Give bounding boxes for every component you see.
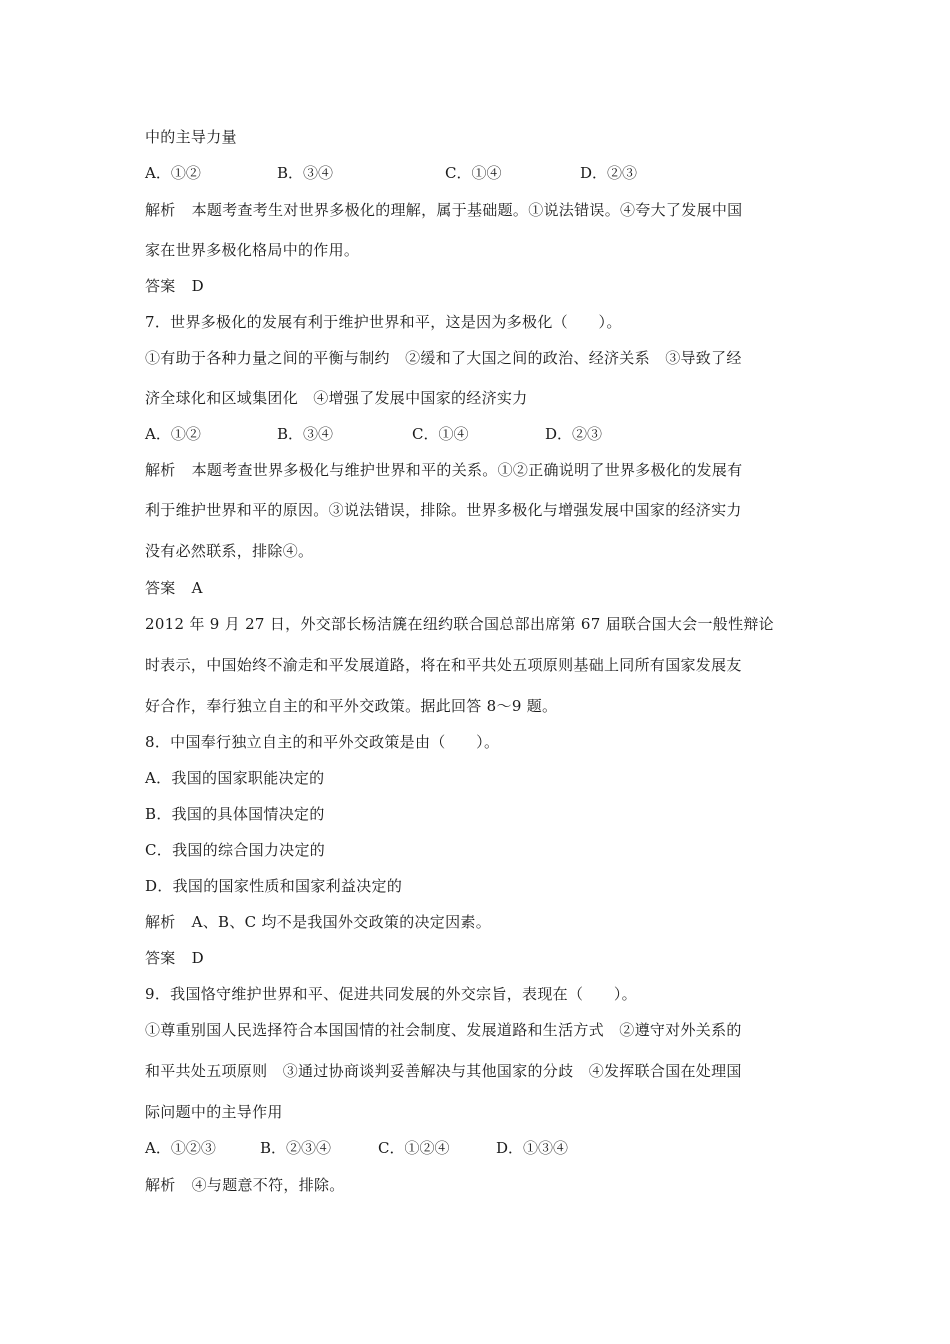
context-line-1: 2012 年 9 月 27 日，外交部长杨洁篪在纽约联合国总部出席第 67 届联合国大会一般性辩论	[145, 615, 774, 633]
option-b: B．②③④	[260, 1139, 332, 1157]
option-a: A．①②	[145, 164, 201, 182]
q6-explanation-line-1	[145, 200, 742, 220]
option-a: A．①②③	[145, 1139, 216, 1157]
q9-statements-3: 际问题中的主导作用	[145, 1103, 283, 1121]
explanation-text: ④与题意不符，排除。	[191, 1176, 345, 1194]
explanation-text: 本题考查考生对世界多极化的理解，属于基础题。①说法错误。④夸大了发展中国	[191, 201, 743, 219]
option-b: B．③④	[277, 425, 334, 443]
option-c: C．①④	[445, 164, 502, 182]
q7-answer	[145, 578, 203, 598]
option-a: A．①②	[145, 425, 201, 443]
option-b: B．③④	[277, 164, 334, 182]
q8-option-b: B．我国的具体国情决定的	[145, 805, 325, 823]
option-d: D．②③	[545, 425, 603, 443]
context-line-2: 时表示，中国始终不渝走和平发展道路，将在和平共处五项原则基础上同所有国家发展友	[145, 656, 742, 674]
context-line-3: 好合作，奉行独立自主的和平外交政策。据此回答 8～9 题。	[145, 697, 558, 715]
text-line: 中的主导力量	[145, 128, 237, 146]
q6-explanation-line-2: 家在世界多极化格局中的作用。	[145, 241, 360, 259]
q8-stem: 8．中国奉行独立自主的和平外交政策是由（ ）。	[145, 733, 500, 751]
q7-explanation-line-1	[145, 460, 742, 480]
explanation-label: 解析	[145, 461, 176, 479]
answer-value: D	[191, 277, 204, 295]
q6-answer	[145, 276, 204, 296]
explanation-label: 解析	[145, 201, 176, 219]
answer-label: 答案	[145, 579, 176, 597]
q8-option-d: D．我国的国家性质和国家利益决定的	[145, 877, 403, 895]
answer-value: D	[191, 949, 204, 967]
q7-explanation-line-3: 没有必然联系，排除④。	[145, 542, 314, 560]
option-d: D．②③	[580, 164, 638, 182]
answer-label: 答案	[145, 949, 176, 967]
option-c: C．①④	[412, 425, 469, 443]
answer-value: A	[191, 579, 203, 597]
q7-statements-1: ①有助于各种力量之间的平衡与制约 ②缓和了大国之间的政治、经济关系 ③导致了经	[145, 349, 742, 367]
q9-explanation	[145, 1175, 345, 1195]
answer-label: 答案	[145, 277, 176, 295]
q8-option-c: C．我国的综合国力决定的	[145, 841, 326, 859]
option-c: C．①②④	[378, 1139, 450, 1157]
q9-stem: 9．我国恪守维护世界和平、促进共同发展的外交宗旨，表现在（ ）。	[145, 985, 637, 1003]
q7-stem: 7．世界多极化的发展有利于维护世界和平，这是因为多极化（ ）。	[145, 313, 622, 331]
option-d: D．①③④	[496, 1139, 569, 1157]
q9-statements-2: 和平共处五项原则 ③通过协商谈判妥善解决与其他国家的分歧 ④发挥联合国在处理国	[145, 1062, 742, 1080]
explanation-label: 解析	[145, 1176, 176, 1194]
q7-statements-2: 济全球化和区域集团化 ④增强了发展中国家的经济实力	[145, 389, 528, 407]
q7-explanation-line-2: 利于维护世界和平的原因。③说法错误，排除。世界多极化与增强发展中国家的经济实力	[145, 501, 742, 519]
q8-answer	[145, 948, 204, 968]
explanation-text: 本题考查世界多极化与维护世界和平的关系。①②正确说明了世界多极化的发展有	[191, 461, 743, 479]
q8-option-a: A．我国的国家职能决定的	[145, 769, 325, 787]
explanation-text: A、B、C 均不是我国外交政策的决定因素。	[191, 913, 492, 931]
explanation-label: 解析	[145, 913, 176, 931]
q8-explanation	[145, 912, 491, 932]
q9-statements-1: ①尊重别国人民选择符合本国国情的社会制度、发展道路和生活方式 ②遵守对外关系的	[145, 1021, 742, 1039]
